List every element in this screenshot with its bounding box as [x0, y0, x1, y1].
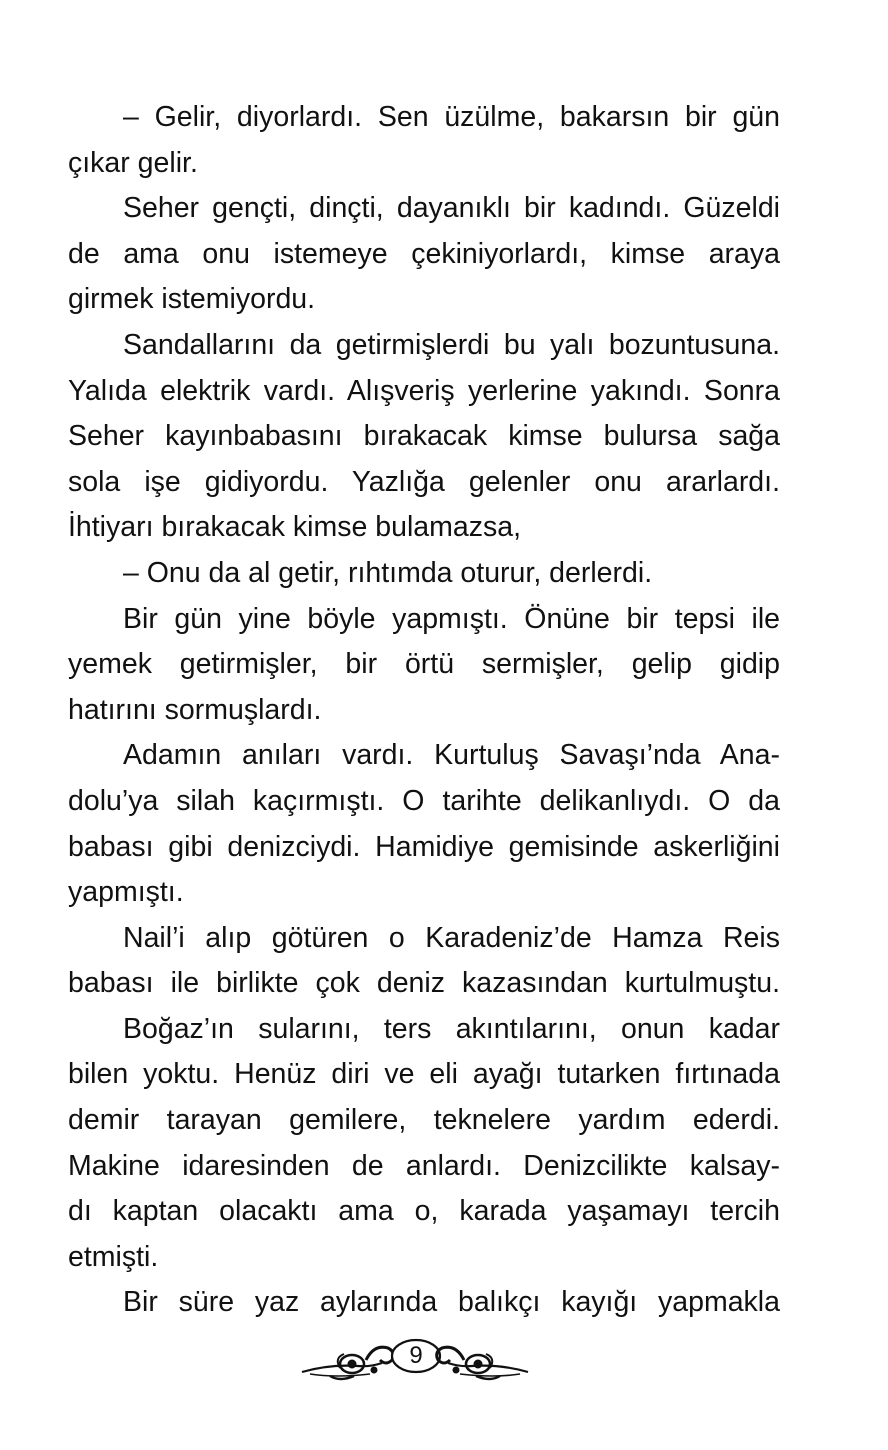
text-line: Nail’i alıp götüren o Karadeniz’de Hamza Reis	[123, 921, 780, 954]
text-line: bilen yoktu. Henüz diri ve eli ayağı tutarken fırtınada	[68, 1058, 780, 1091]
text-line: çıkar gelir.	[68, 146, 198, 179]
text-line: Seher gençti, dinçti, dayanıklı bir kadındı. Güzeldi	[123, 192, 780, 225]
text-line: Sandallarını da getirmişlerdi bu yalı bozuntusuna.	[123, 328, 780, 361]
text-line: sola işe gidiyordu. Yazlığa gelenler onu ararlardı.	[68, 465, 780, 498]
text-line: yapmıştı.	[68, 876, 184, 909]
text-line: etmişti.	[68, 1240, 159, 1273]
text-line: – Onu da al getir, rıhtımda oturur, derlerdi.	[123, 556, 653, 589]
text-line: Bir süre yaz aylarında balıkçı kayığı yapmakla	[123, 1286, 780, 1319]
text-line: Bir gün yine böyle yapmıştı. Önüne bir tepsi ile	[123, 602, 780, 635]
text-line: dı kaptan olacaktı ama o, karada yaşamayı tercih	[68, 1195, 780, 1228]
text-line: Seher kayınbabasını bırakacak kimse bulursa sağa	[68, 420, 780, 453]
text-line: hatırını sormuşlardı.	[68, 693, 322, 726]
text-line: babası gibi denizciydi. Hamidiye gemisinde askerliğini	[68, 830, 780, 863]
text-line: dolu’ya silah kaçırmıştı. O tarihte delikanlıydı. O da	[68, 784, 780, 817]
text-line: yemek getirmişler, bir örtü sermişler, gelip gidip	[68, 648, 780, 681]
text-line: demir tarayan gemilere, teknelere yardım ederdi.	[68, 1104, 780, 1137]
text-line: de ama onu istemeye çekiniyorlardı, kimse araya	[68, 237, 780, 270]
text-line: – Gelir, diyorlardı. Sen üzülme, bakarsın bir gün	[123, 101, 780, 133]
page-number: 9	[409, 1342, 423, 1369]
text-line: Makine idaresinden de anlardı. Denizcilikte kalsay-	[68, 1149, 780, 1182]
text-line: Boğaz’ın sularını, ters akıntılarını, onun kadar	[123, 1012, 780, 1045]
text-line: babası ile birlikte çok deniz kazasından kurtulmuştu.	[68, 967, 780, 1000]
page-footer	[300, 1330, 530, 1386]
text-line: girmek istemiyordu.	[68, 283, 316, 316]
text-line: Yalıda elektrik vardı. Alışveriş yerlerine yakındı. Sonra	[68, 374, 780, 407]
body-text	[68, 95, 780, 1326]
text-line: İhtiyarı bırakacak kimse bulamazsa,	[68, 511, 522, 544]
text-line: Adamın anıları vardı. Kurtuluş Savaşı’nda Ana-	[123, 739, 780, 772]
